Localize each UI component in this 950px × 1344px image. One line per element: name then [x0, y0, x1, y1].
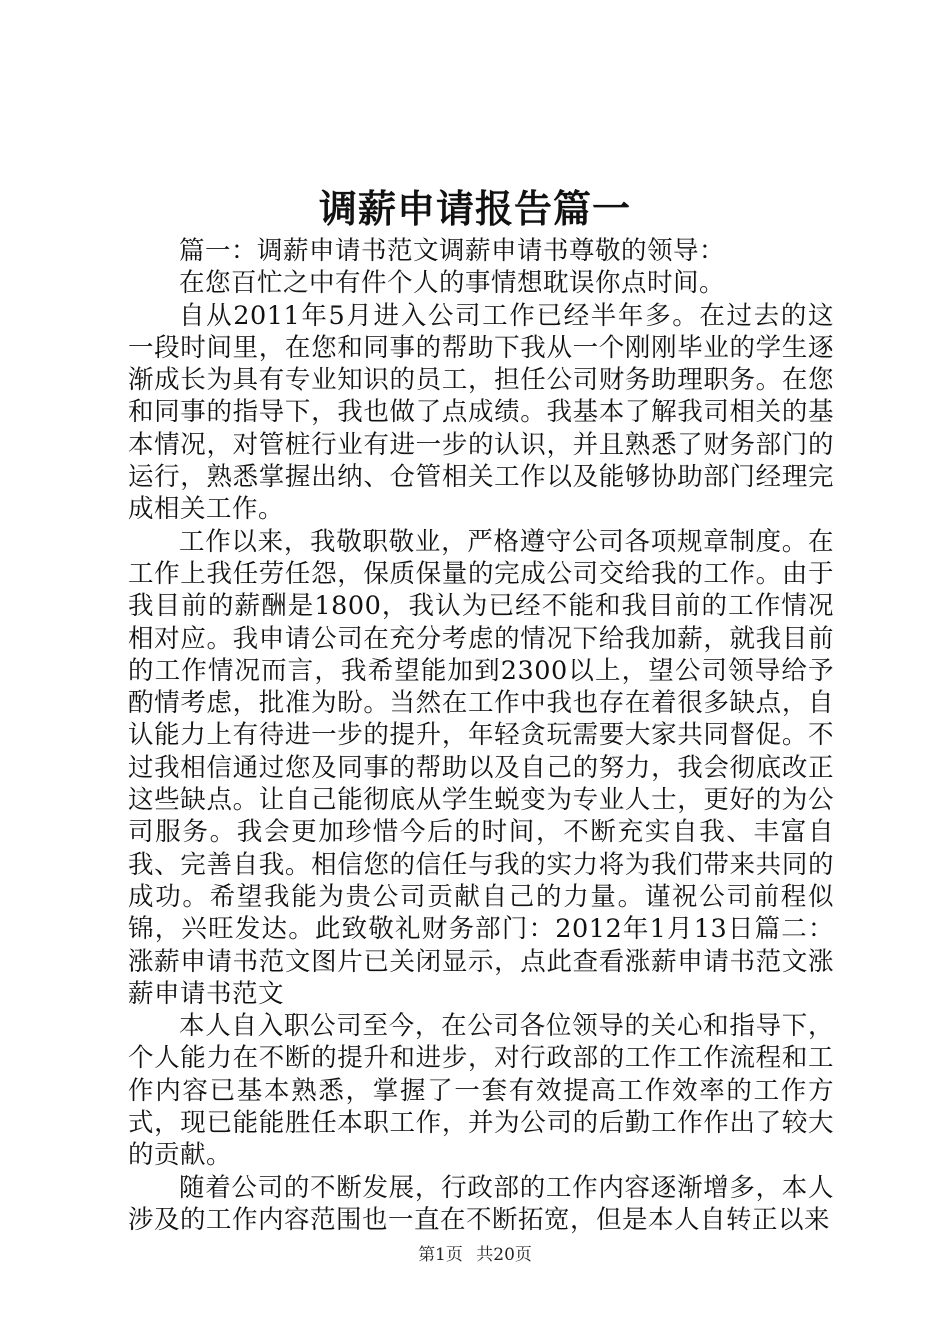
paragraph: 自从2011年5月进入公司工作已经半年多。在过去的这一段时间里，在您和同事的帮助下我从一个刚刚毕业的学生逐渐成长为具有专业知识的员工，担任公司财务助理职务。在您和同事的指导下，我也做了点成绩。我基本了解我司相关的基本情况，对管桩行业有进一步的认识，并且熟悉了财务部门的运行，熟悉掌握出纳、仓管相关工作以及能够协助部门经理完成相关工作。: [128, 300, 834, 525]
document-title: 调薪申请报告篇一: [318, 186, 631, 231]
document-body: [128, 235, 834, 1236]
paragraph: 在您百忙之中有件个人的事情想耽误你点时间。: [179, 268, 726, 299]
page-total: 共20页: [476, 1245, 532, 1265]
paragraph: 随着公司的不断发展，行政部的工作内容逐渐增多，本人涉及的工作内容范围也一直在不断拓宽，但是本人自转正以来: [128, 1172, 834, 1235]
page-number: 第1页: [418, 1245, 463, 1265]
paragraph: 本人自入职公司至今，在公司各位领导的关心和指导下，个人能力在不断的提升和进步，对行政部的工作工作流程和工作内容已基本熟悉，掌握了一套有效提高工作效率的工作方式，现已能能胜任本职工作，并为公司的后勤工作作出了较大的贡献。: [128, 1011, 834, 1171]
paragraph: 篇一：调薪申请书范文调薪申请书尊敬的领导：: [179, 236, 726, 266]
paragraph: 工作以来，我敬职敬业，严格遵守公司各项规章制度。在工作上我任劳任怨，保质保量的完成公司交给我的工作。由于我目前的薪酬是1800，我认为已经不能和我目前的工作情况相对应。我申请公司在充分考虑的情况下给我加薪，就我目前的工作情况而言，我希望能加到2300以上，望公司领导给予酌情考虑，批准为盼。当然在工作中我也存在着很多缺点，自认能力上有待进一步的提升，年轻贪玩需要大家共同督促。不过我相信通过您及同事的帮助以及自己的努力，我会彻底改正这些缺点。让自己能彻底从学生蜕变为专业人士，更好的为公司服务。我会更加珍惜今后的时间，不断充实自我、丰富自我、完善自我。相信您的信任与我的实力将为我们带来共同的成功。希望我能为贵公司贡献自己的力量。谨祝公司前程似锦，兴旺发达。此致敬礼财务部门：2012年1月13日篇二：涨薪申请书范文图片已关闭显示，点此查看涨薪申请书范文涨薪申请书范文: [128, 526, 834, 1009]
page-footer: [0, 1244, 950, 1266]
